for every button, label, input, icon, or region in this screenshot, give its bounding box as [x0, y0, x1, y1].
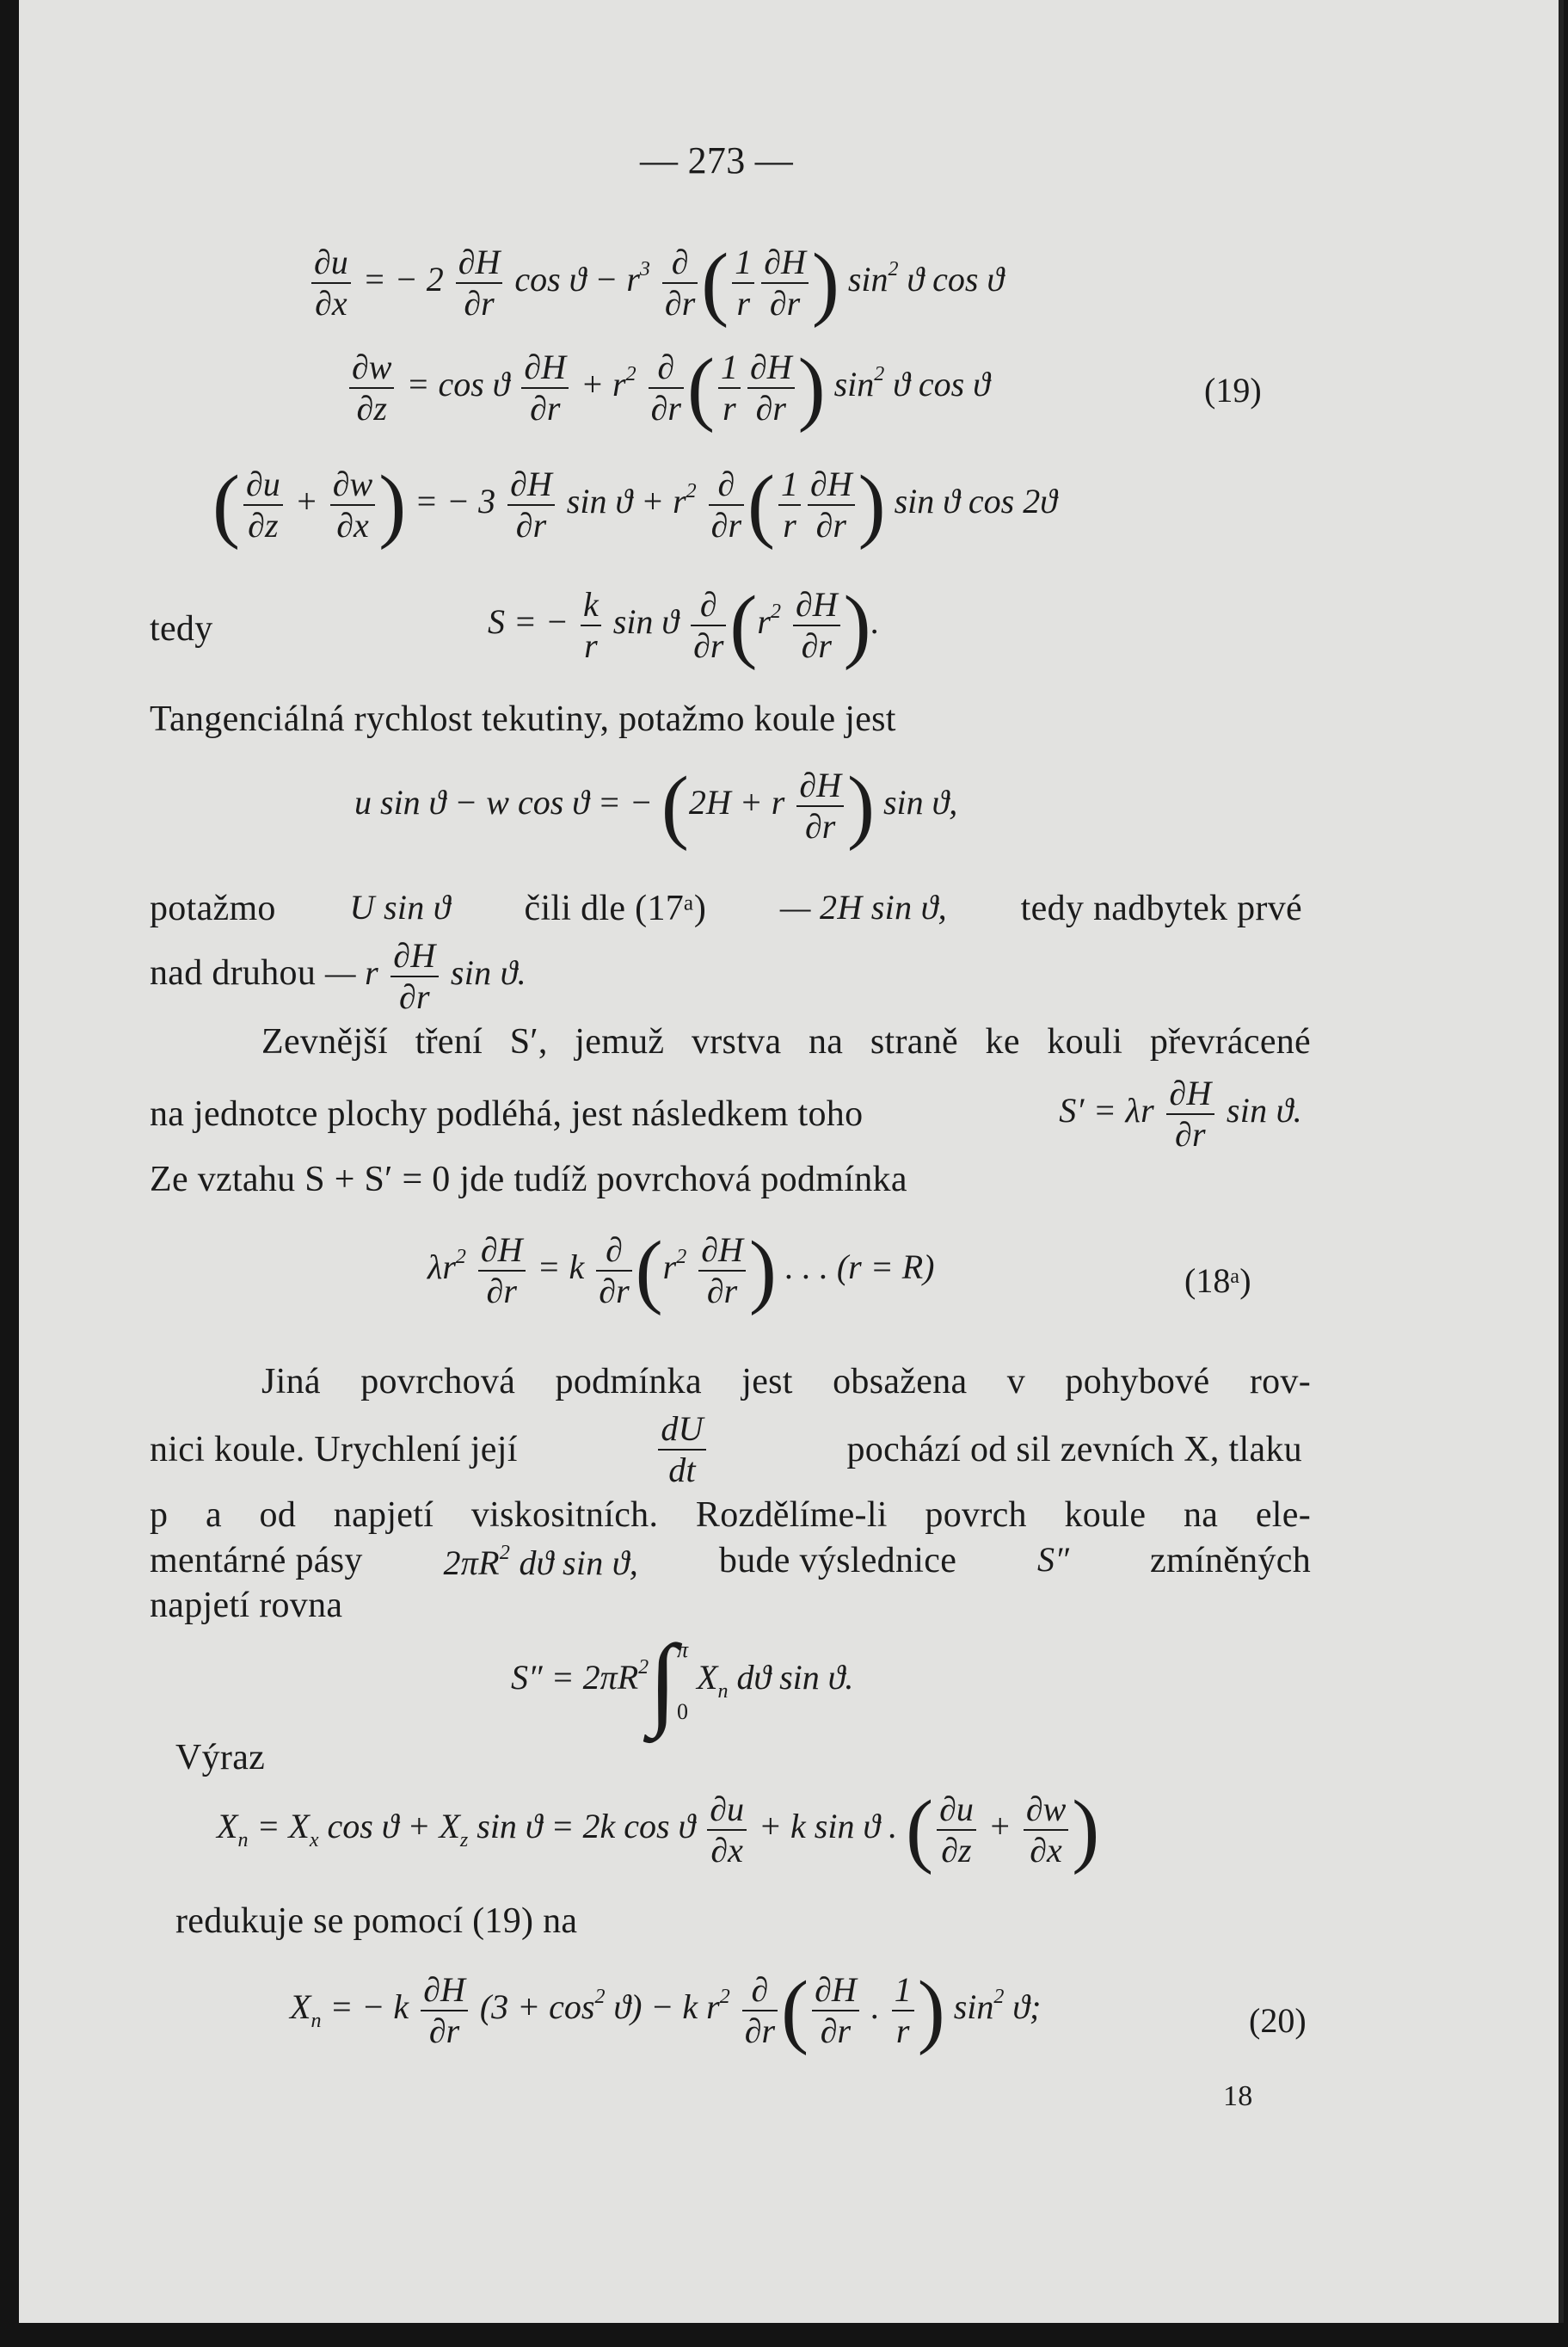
paragraph-reduces: redukuje se pomocí (19) na [175, 1901, 578, 1941]
equation-tangential: u sin ϑ − w cos ϑ = − (2H + r $\frac{\partial H}{\partial r}$ ) sin ϑ, [354, 759, 958, 852]
equation-boundary-condition: $\lambda r^2$ $\frac{\partial H}{\partial r}$ = k $\frac{\partial}{\partial r}$ ($r^2$ $\frac{\partial H}{\partial r}$ ) . . . (r = R) [427, 1223, 935, 1316]
equation-sum: ( $\frac{\partial u}{\partial z}$ + $\frac{\partial w}{\partial x}$ ) = − 3 $\frac{\partial H}{\partial r}$ $\sin ϑ + r^2$ $\frac{\partial}{\partial r}$ ( $\frac{1}{r}$ $\frac{\partial H}{\partial r}$ ) sin ϑ cos 2ϑ [212, 458, 1057, 551]
math-2H-sin: — 2H sin ϑ, [779, 888, 947, 927]
equation-S: S = − $\frac{k}{r}$ sin ϑ $\frac{\partial}{\partial r}$ ($r^2$ $\frac{\partial H}{\partial r}$ ). [488, 578, 880, 671]
equation-number-18a: (18ᵃ) [1184, 1261, 1251, 1300]
paragraph-motion-line4 [150, 1540, 1311, 1582]
text-na-jednotce: na jednotce plochy podléhá, jest následkem toho [150, 1094, 864, 1134]
text-mentarne-pasy: mentárné pásy [150, 1541, 363, 1580]
equation-Xn-expression: $X_n = X_x$ $\cos ϑ + X_z$ sin ϑ = 2k cos ϑ $\frac{\partial u}{\partial x}$ + k sin ϑ . ( $\frac{\partial u}{\partial z}$ + $\frac{\partial w}{\partial x}$ ) [217, 1783, 1100, 1876]
text-potazmo: potažmo [150, 889, 276, 928]
paragraph-motion-line3: p a od napjetí viskositních. Rozdělíme-li povrch koule na ele- [150, 1495, 1311, 1535]
paragraph-motion-line1: Jiná povrchová podmínka jest obsažena v pohybové rov- [261, 1362, 1311, 1401]
paragraph-friction-line2 [150, 1074, 1302, 1155]
label-vyraz: Výraz [175, 1738, 266, 1777]
equation-integral: $S'' = 2\pi R^2\int$ π 0 $X_n$ dϑ sin ϑ. [511, 1623, 854, 1738]
math-U-sin: U sin ϑ [349, 888, 451, 927]
text-nad-druhou: nad druhou [150, 953, 317, 994]
text-cili-dle: čili dle (17ᵃ) [524, 889, 707, 928]
book-page [19, 0, 1564, 2323]
equation-du-dx: $\frac{\partial u}{\partial x}$ = − 2 $\frac{\partial H}{\partial r}$ $\cos ϑ - r^3$ $\frac{\partial}{\partial r}$ ( $\frac{1}{r}$ $\frac{\partial H}{\partial r}$ ) $\sin^2 ϑ$ cos ϑ [308, 243, 1004, 323]
equation-number-19: (19) [1204, 371, 1262, 410]
math-r-dHdr-sin: — r $\frac{\partial H}{\partial r}$ sin ϑ. [324, 936, 526, 1016]
text-zminenych: zmíněných [1150, 1541, 1311, 1580]
math-dU-dt: $\frac{dU}{dt}$ [655, 1409, 710, 1490]
paragraph-surface-condition: Ze vztahu S + S′ = 0 jde tudíž povrchová podmínka [150, 1160, 907, 1199]
paragraph-tangential-velocity: Tangenciálná rychlost tekutiny, potažmo koule jest [150, 699, 896, 739]
math-strip-element: $2\pi R^2$ dϑ sin ϑ, [443, 1542, 639, 1582]
math-S-prime: S′ = λr $\frac{\partial H}{\partial r}$ sin ϑ. [1059, 1074, 1302, 1154]
text-pochazi: pochází od sil zevních X, tlaku [846, 1430, 1302, 1469]
paragraph-motion-line2 [150, 1409, 1302, 1490]
equation-dw-dz: $\frac{\partial w}{\partial z}$ = cos ϑ $\frac{\partial H}{\partial r}$ + $r^2$ $\frac{\partial}{\partial r}$ ( $\frac{1}{r}$ $\frac{\partial H}{\partial r}$ ) $\sin^2 ϑ$ cos ϑ [346, 348, 990, 428]
text-tedy-nadbytek: tedy nadbytek prvé [1020, 889, 1302, 928]
paragraph-friction-line1: Zevnější tření S′, jemuž vrstva na straně ke kouli převrácené [261, 1022, 1311, 1062]
text-bude-vyslednice: bude výslednice [718, 1541, 957, 1580]
equation-Xn-reduced: $X_n$ = − k $\frac{\partial H}{\partial r}$ $(3 + \cos^2 ϑ) - k$ $r^2$ $\frac{\partial}{\partial r}$ ( $\frac{\partial H}{\partial r}$ . $\frac{1}{r}$ ) $\sin^2 ϑ$; [290, 1963, 1042, 2056]
label-tedy: tedy [150, 609, 213, 649]
sheet-number: 18 [1223, 2080, 1253, 2112]
paragraph-motion-line5: napjetí rovna [150, 1586, 343, 1625]
paragraph-potazmo-line2 [150, 936, 526, 1017]
paragraph-potazmo-line1 [150, 890, 1302, 927]
equation-number-20: (20) [1249, 2001, 1307, 2040]
math-S-double-prime: S″ [1036, 1540, 1070, 1579]
text-nici-koule: nici koule. Urychlení její [150, 1430, 518, 1469]
page-number: — 273 — [640, 139, 794, 182]
